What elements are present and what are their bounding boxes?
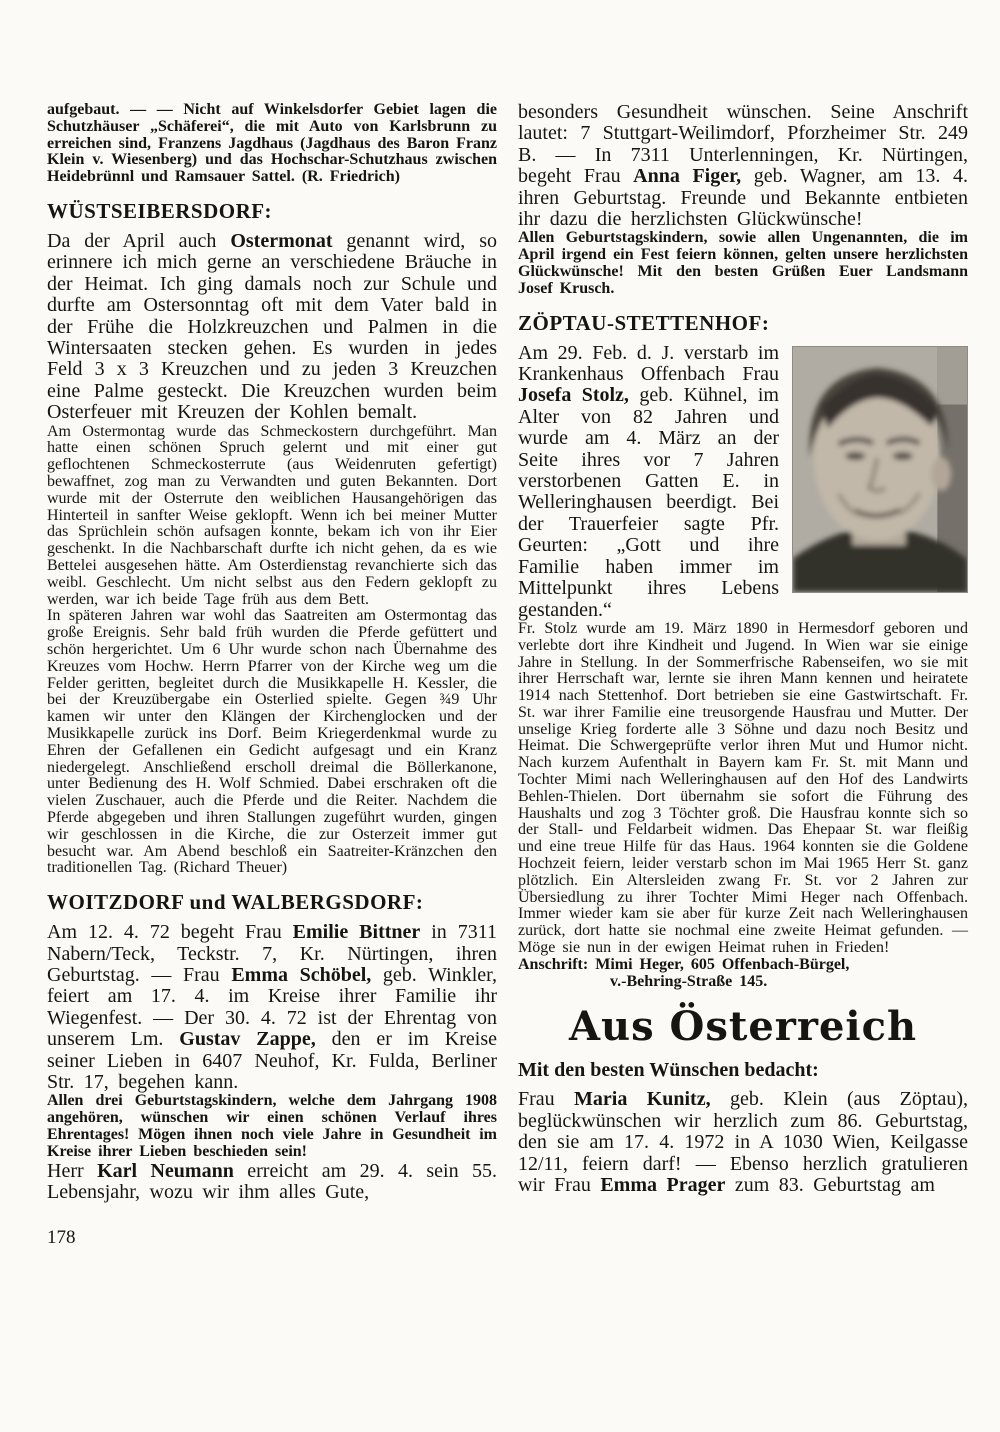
person-name: Emilie Bittner bbox=[292, 921, 421, 944]
text-run: aufgebaut. — — Nicht auf Winkelsdorfer Gebiet lagen die Schutzhäuser „Schäferei“, die mit Auto von Karlsbrunn zu erreichen sind, Franzens Jagdhaus (Jagdhaus des Baron Franz Klein v. Wiesenberg) und das Hochschar-Schutzhaus zwischen Heidebrünnl und Ramsauer Sattel. (R. Friedrich) bbox=[47, 101, 497, 186]
portrait-photo bbox=[792, 346, 968, 593]
person-name: Maria Kunitz, bbox=[574, 1088, 711, 1111]
person-name: Gustav Zappe, bbox=[179, 1028, 316, 1051]
text-run: den er im Kreise seiner Lieben in 6407 Neuhof, Kr. Fulda, Berliner Str. 17, begehen kann. bbox=[47, 1028, 497, 1093]
person-name: Emma Schöbel, bbox=[231, 963, 372, 986]
person-name: Karl Neumann bbox=[97, 1159, 234, 1182]
text-run: Allen drei Geburtstagskindern, welche dem Jahrgang 1908 angehören, wünschen wir einen schönen Verlauf ihres Ehrentages! Mögen ihnen noch viele Jahre in Gesundheit im Kreise ihrer Lieben beschieden sein! bbox=[47, 1092, 497, 1160]
page-number: 178 bbox=[47, 1227, 76, 1249]
text-run: Am Ostermontag wurde das Schmeckostern durchgeführt. Man hatte einen schönen Spruch gelernt und mit einer gut geflochtenen Schmeckosterrute (aus Weidenruten gefertigt) bewaffnet, zog man zu Verwandten und guten Bekannten. Dort wurde mit der Osterrute den weiblichen Hausangehörigen das Hinterteil in sanfter Weise geklopft. Wenn ich bei meiner Mutter das Sprüchlein schön aufsagen konnte, bekam ich von ihr Eier geschenkt. In die Nachbarschaft durfte ich nicht gehen, da es wie Bettelei ausgesehen hätte. Am Osterdienstag revanchierte sich das weibl. Geschlecht. Um nicht selbst aus den Federn geklopft zu werden, war ich beide Tage früh aus dem Bett. bbox=[47, 422, 497, 608]
text-run: Allen Geburtstagskindern, sowie allen Ungenannten, die im April irgend ein Fest feiern können, gelten unsere herzlichsten Glückwünsche! Mit den besten Grüßen Euer Landsmann Josef Krusch. bbox=[518, 229, 968, 297]
small-paragraph bbox=[47, 608, 497, 877]
text-run: Herr bbox=[47, 1159, 98, 1182]
text-run: In späteren Jahren war wohl das Saatreiten am Ostermontag das große Ereignis. Sehr bald früh wurden die Pferde gefüttert und schön hergerichtet. Um 6 Uhr wurde schon nach Übernahme des Kreuzes vom Hochw. Herrn Pfarrer von der Kirche weg um die Felder geritten, begleitet durch die Musikkapelle H. Kessler, die bei der Kreuzübergabe ein Osterlied spielte. Gegen ¾9 Uhr kamen wir unter den Klängen der Kirchenglocken und der Musikkapelle zurück ins Dorf. Beim Kriegerdenkmal wurde zu Ehren der Gefallenen ein Gedicht aufgesagt und ein Kranz niedergelegt. Anschließend erscholl dreimal die Böllerkanone, unter Bedienung des H. Wolf Schmied. Dabei erschraken oft die vielen Zuschauer, auch die Pferde und die Reiter. Nachdem die Pferde abgegeben und ihren Stallungen zugeführt wurden, gingen wir geschlossen in die Kirche, die zur Osterzeit immer gut besucht war. Am Abend beschloß ein Saatreiter-Kränzchen den traditionellen Tag. (Richard Theuer) bbox=[47, 607, 497, 877]
text-run: Frau bbox=[518, 1088, 575, 1111]
body-paragraph bbox=[47, 922, 497, 1093]
section-heading: WÜSTSEIBERSDORF: bbox=[47, 198, 273, 223]
text-run: genannt wird, so erinnere ich mich gerne an verschiedene Bräuche in der Heimat. Ich ging damals noch zur Schule und durfte am Ostersonntag oft mit dem Vater bald in der Frühe die Holzkreuzchen und Palmen in die Wintersaaten stecken gehen. Es wurden in jedes Feld 3 x 3 Kreuzchen und zu jeden 3 Kreuzchen eine Palme gesteckt. Die Kreuzchen wurden beim Osterfeuer mit Kreuzen der Kohlen bemalt. bbox=[47, 229, 497, 424]
person-name: Anna Figer, bbox=[633, 165, 742, 188]
person-name: Emma Prager bbox=[600, 1174, 726, 1197]
text-run: Am 12. 4. 72 begeht Frau bbox=[47, 921, 293, 944]
body-paragraph bbox=[47, 231, 497, 424]
section-heading: WOITZDORF und WALBERGSDORF: bbox=[47, 890, 424, 915]
display-heading-aus-oesterreich: Aus Österreich bbox=[568, 1003, 918, 1051]
text-run: Da der April auch bbox=[47, 229, 231, 252]
section-heading: ZÖPTAU-STETTENHOF: bbox=[518, 310, 770, 335]
text-run: Fr. Stolz wurde am 19. März 1890 in Hermesdorf geboren und verlebte dort ihre Kindheit und Jugend. In Wien war sie einige Jahre in Stellung. In der Sommerfrische Rabenseifen, wo sie mit ihrer Herrschaft war, lernte sie ihren Mann kennen und heiratete 1914 nach Stettenhof. Dort betrieben sie eine Gastwirtschaft. Fr. St. war ihrer Familie eine treusorgende Hausfrau und Mutter. Der unselige Krieg forderte alle 3 Söhne und dazu noch Besitz und Heimat. Die Schwergeprüfte verlor ihren Mut und Humor nicht. Nach kurzem Aufenthalt in Bayern kam Fr. St. mit Mann und Tochter Mimi nach Welleringhausen auf den Hof des Landwirts Behlen-Thielen. Dort übernahm sie sofort die Führung des Haushalts und zog 3 Töchter groß. Die Hausfrau konnte sich so der Stall- und Feldarbeit widmen. Das Ehepaar St. war fleißig und eine treue Hilfe für das Haus. 1964 konnten sie die Goldene Hochzeit feiern, leider verstarb schon im Mai 1965 Herr St. ganz plötzlich. Ein Altersleiden zwang Fr. St. vor 2 Jahren zur Übersiedlung zu ihrer Tochter Mimi Heger nach Offenbach. Immer wieder kam sie aber für kurze Zeit nach Welleringhausen zurück, dort hatte sie nochmal eine zweite Heimat gefunden. — Möge sie nun in der ewigen Heimat ruhen in Frieden! bbox=[518, 619, 968, 957]
text-run: zum 83. Geburtstag am bbox=[725, 1174, 935, 1197]
text-run: besonders Gesundheit wünschen. Seine Anschrift lautet: 7 Stuttgart-Weilimdorf, Pforzheimer Str. 249 B. — In 7311 Unterlenningen, Kr. Nürtingen, begeht Frau bbox=[518, 101, 968, 188]
left-column bbox=[47, 102, 497, 1249]
text-run: geb. Wagner, am 13. 4. ihren Geburtstag. Freunde und Bekannte entbieten ihr dazu die herzlichsten Glückwünsche! bbox=[518, 165, 968, 231]
subheading: Mit den besten Wünschen bedacht: bbox=[518, 1059, 819, 1082]
small-paragraph bbox=[47, 102, 497, 186]
body-paragraph bbox=[518, 1089, 968, 1196]
small-paragraph bbox=[518, 230, 968, 297]
portrait-photo-image bbox=[793, 347, 967, 592]
body-paragraph bbox=[518, 102, 968, 230]
text-run: geb. Winkler, feiert am 17. 4. im Kreise ihrer Familie ihr Wiegenfest. — Der 30. 4. 72 ist der Ehrentag von unserem Lm. bbox=[47, 963, 497, 1051]
address-line: v.-Behring-Straße 145. bbox=[610, 972, 768, 990]
text-run: geb. Kühnel, im Alter von 82 Jahren und wurde am 4. März an der Seite ihres vor 7 Jahren verstorbenen Gatten E. in Welleringhausen beerdigt. Bei der Trauerfeier sagte Pfr. Geurten: „Gott und ihre Familie haben immer im Mittelpunkt ihres Lebens gestanden.“ bbox=[518, 384, 779, 621]
text-run: erreicht am 29. 4. sein 55. Lebensjahr, wozu wir ihm alles Gute, bbox=[47, 1159, 498, 1203]
person-name: Josefa Stolz, bbox=[518, 384, 629, 407]
person-name: Ostermonat bbox=[230, 229, 333, 252]
right-column bbox=[518, 102, 968, 1249]
text-run: geb. Klein (aus Zöptau), beglückwünschen wir herzlich zum 86. Geburtstag, den sie am 17. 4. 1972 in A 1030 Wien, Keilgasse 12/11, feiern darf! — Ebenso herzlich gratulieren wir Frau bbox=[518, 1088, 968, 1197]
text-run: Am 29. Feb. d. J. verstarb im Krankenhaus Offenbach Frau bbox=[518, 341, 779, 386]
address-block bbox=[518, 957, 968, 991]
small-paragraph bbox=[47, 1093, 497, 1160]
text-run: in 7311 Nabern/Teck, Teckstr. 7, Kr. Nürtingen, ihren Geburtstag. — Frau bbox=[47, 921, 497, 986]
small-paragraph bbox=[518, 621, 968, 957]
body-paragraph bbox=[47, 1161, 497, 1204]
address-line: Anschrift: Mimi Heger, 605 Offenbach-Bürgel, bbox=[518, 955, 850, 973]
small-paragraph bbox=[47, 424, 497, 609]
two-column-layout bbox=[47, 102, 968, 1249]
